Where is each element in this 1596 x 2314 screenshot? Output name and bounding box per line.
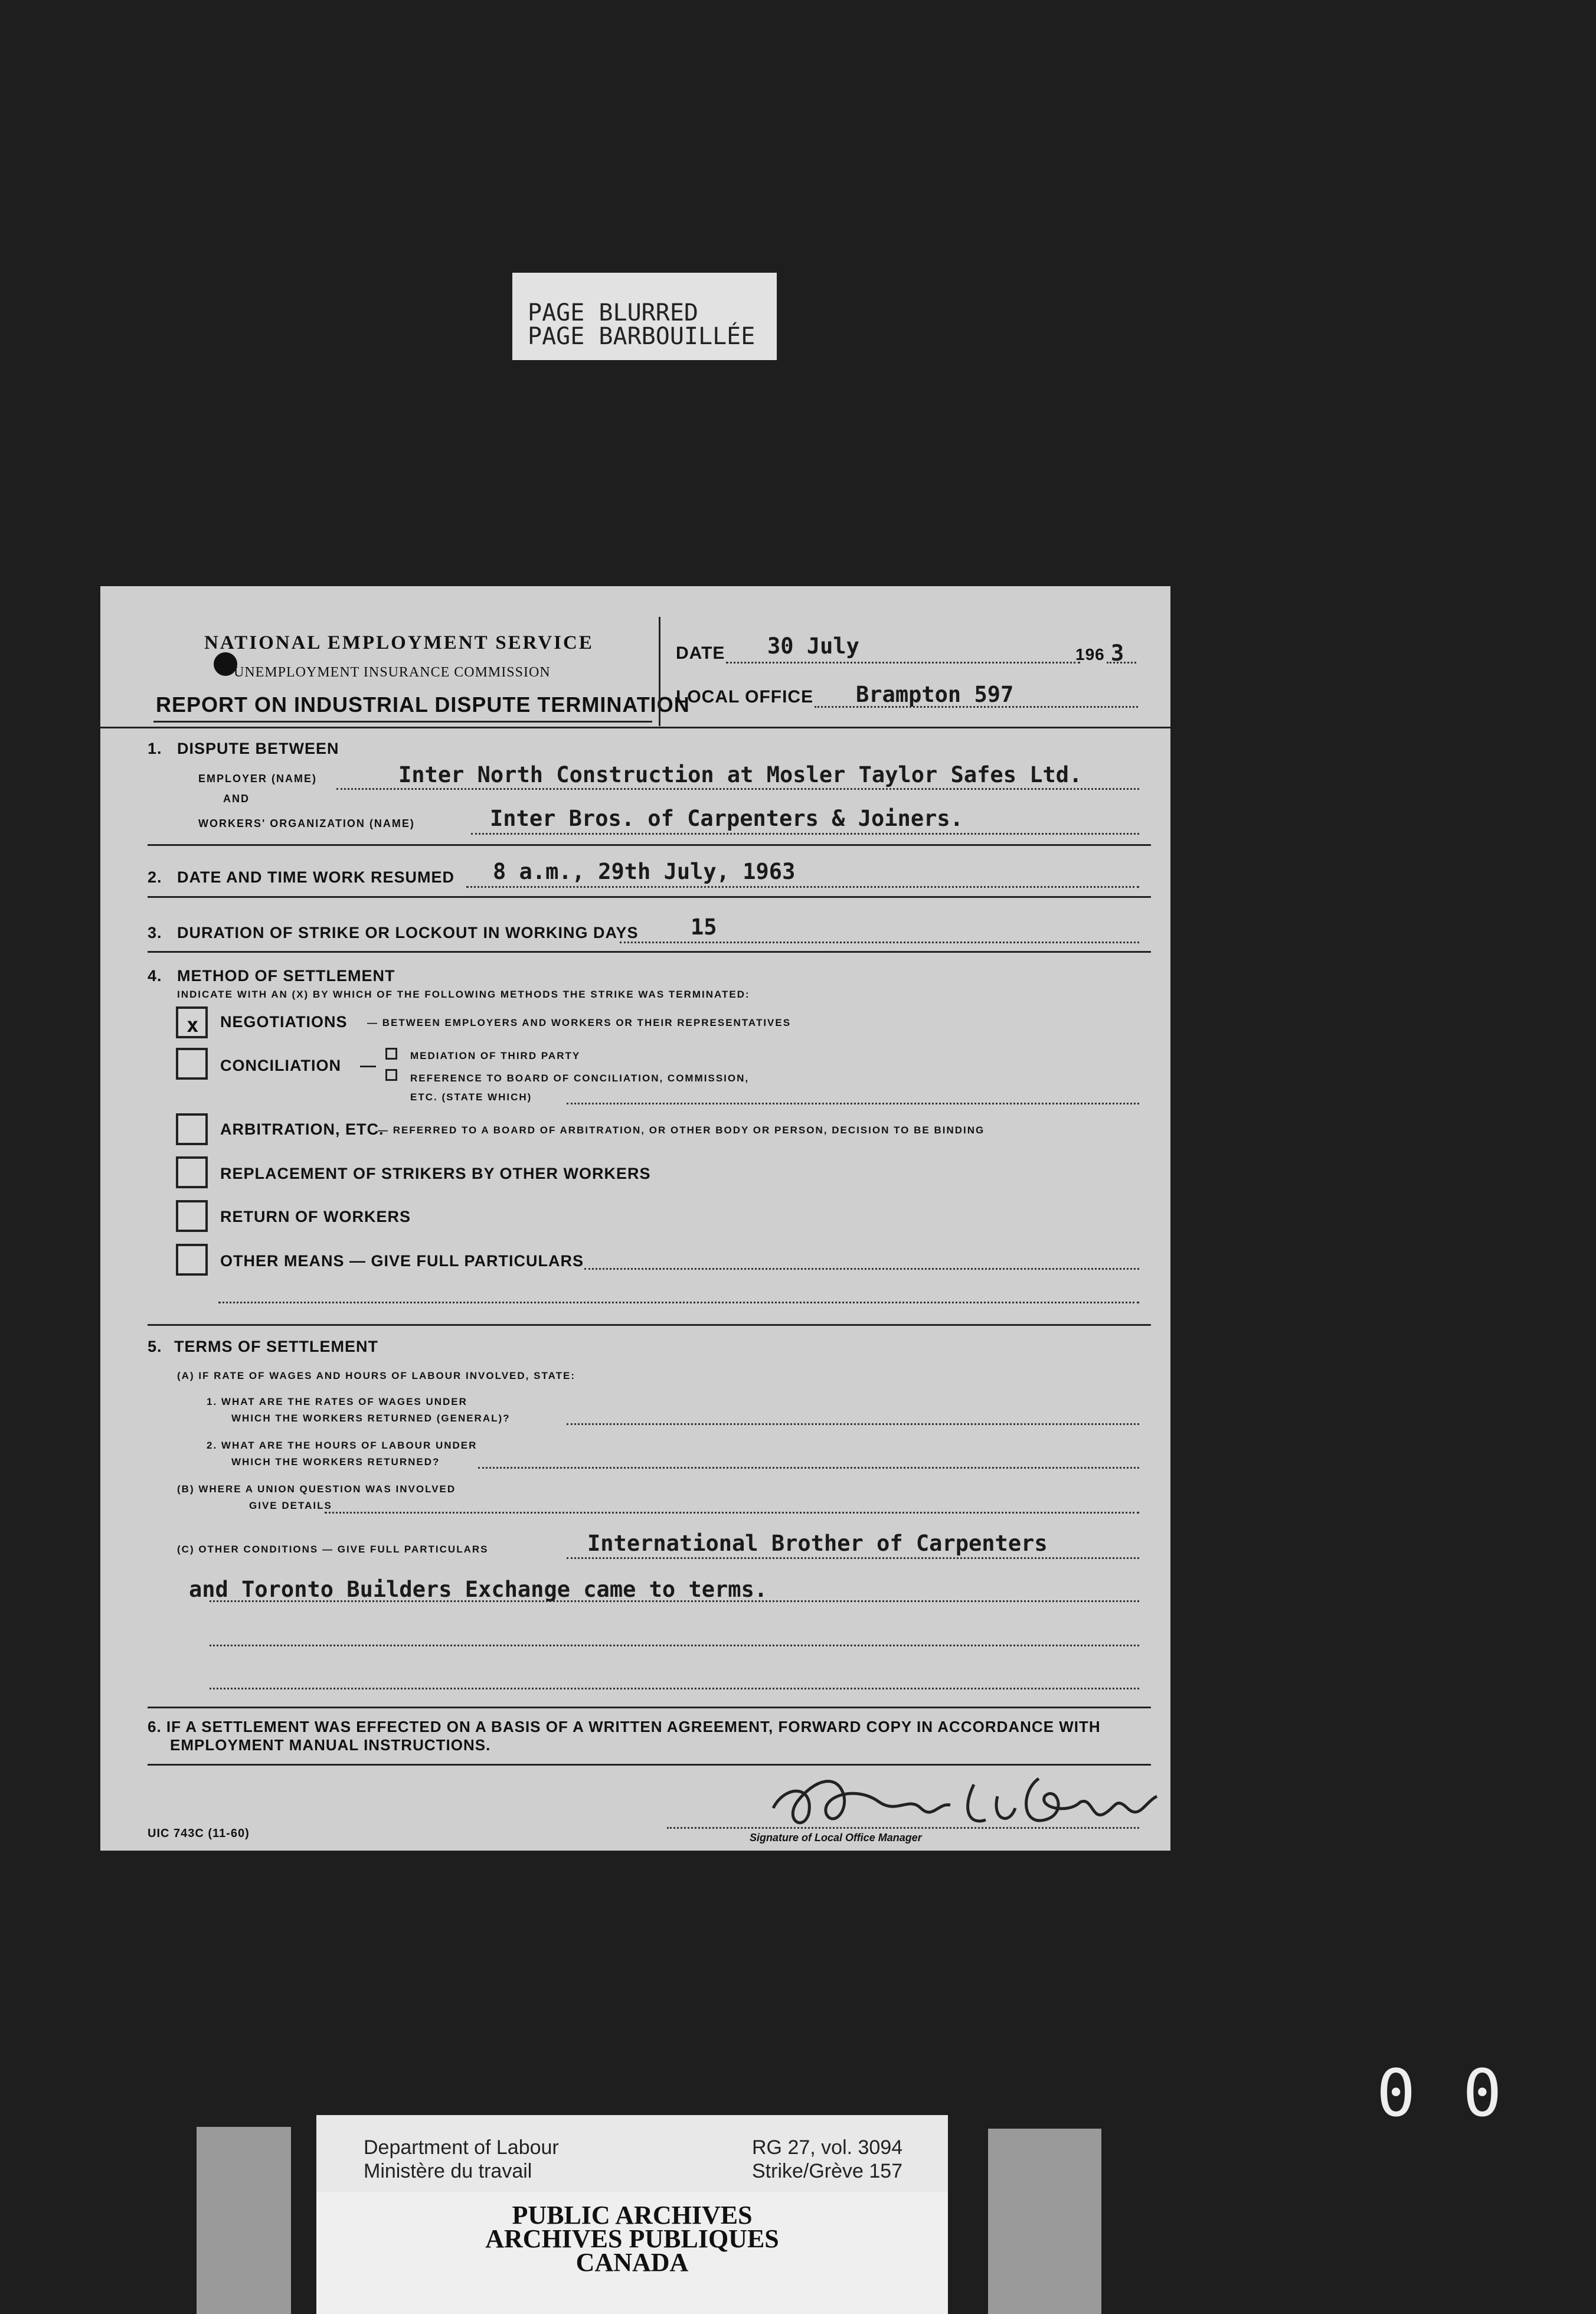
dispute-termination-form [100, 586, 1170, 1851]
dept-en: Department of Labour [364, 2136, 559, 2159]
s4-number: 4. [148, 967, 162, 985]
local-office-value: Brampton 597 [856, 682, 1014, 707]
s5a1-label-line2: WHICH THE WORKERS RETURNED (GENERAL)? [231, 1413, 511, 1424]
archives-fr: ARCHIVES PUBLIQUES [485, 2224, 779, 2253]
s6-line2: EMPLOYMENT MANUAL INSTRUCTIONS. [170, 1736, 491, 1754]
s3-title: DURATION OF STRIKE OR LOCKOUT IN WORKING DAYS [177, 924, 639, 942]
form-title: REPORT ON INDUSTRIAL DISPUTE TERMINATION [156, 692, 690, 717]
workers-org-value: Inter Bros. of Carpenters & Joiners. [490, 806, 963, 831]
work-resumed-value: 8 a.m., 29th July, 1963 [493, 859, 796, 884]
mediation-label: MEDIATION OF THIRD PARTY [410, 1050, 581, 1061]
duration-value: 15 [691, 914, 717, 940]
s6-line1: 6. IF A SETTLEMENT WAS EFFECTED ON A BASIS OF A WRITTEN AGREEMENT, FORWARD COPY IN ACCORDANCE WITH [148, 1718, 1101, 1736]
archives-en: PUBLIC ARCHIVES [512, 2201, 753, 2230]
s5b-label-line1: (B) WHERE A UNION QUESTION WAS INVOLVED [177, 1483, 456, 1495]
page-blurred-label [512, 273, 777, 360]
workers-org-label: WORKERS' ORGANIZATION (NAME) [198, 818, 415, 829]
s1-title: DISPUTE BETWEEN [177, 740, 339, 757]
agency-name: NATIONAL EMPLOYMENT SERVICE [204, 632, 594, 653]
other-means-checkbox[interactable] [176, 1244, 208, 1276]
signature-label: Signature of Local Office Manager [750, 1832, 922, 1844]
arbitration-checkbox[interactable] [176, 1113, 208, 1145]
year-suffix: 3 [1111, 640, 1124, 666]
arbitration-label: ARBITRATION, ETC. [220, 1120, 384, 1138]
s5-title: TERMS OF SETTLEMENT [174, 1338, 378, 1355]
conciliation-label: CONCILIATION [220, 1057, 341, 1074]
archives-country: CANADA [575, 2248, 689, 2277]
year-prefix: 196 [1075, 645, 1105, 664]
date-value: 30 July [767, 633, 859, 659]
frame-number: 00 [1376, 2055, 1549, 2131]
s5a2-label-line2: WHICH THE WORKERS RETURNED? [231, 1456, 440, 1468]
s4-title: METHOD OF SETTLEMENT [177, 967, 395, 985]
s5a-label: (A) IF RATE OF WAGES AND HOURS OF LABOUR INVOLVED, STATE: [177, 1370, 575, 1381]
replacement-checkbox[interactable] [176, 1156, 208, 1188]
mediation-checkbox[interactable] [385, 1048, 397, 1060]
s4-instruction: INDICATE WITH AN (X) BY WHICH OF THE FOLLOWING METHODS THE STRIKE WAS TERMINATED: [177, 989, 750, 1000]
other-conditions-value-1: International Brother of Carpenters [587, 1531, 1048, 1556]
s2-number: 2. [148, 868, 162, 886]
blur-label-fr: PAGE BARBOUILLÉE [528, 323, 756, 350]
reference-checkbox[interactable] [385, 1069, 397, 1081]
archives-stamp [316, 2115, 948, 2314]
negotiations-x-mark: x [187, 1014, 199, 1037]
other-conditions-value-2: and Toronto Builders Exchange came to terms. [189, 1577, 768, 1602]
employer-value: Inter North Construction at Mosler Taylor Safes Ltd. [398, 762, 1082, 787]
s5b-label-line2: GIVE DETAILS [249, 1500, 332, 1511]
s1-number: 1. [148, 740, 162, 757]
s5a2-label-line1: 2. WHAT ARE THE HOURS OF LABOUR UNDER [207, 1440, 478, 1451]
s5c-label: (C) OTHER CONDITIONS — GIVE FULL PARTICULARS [177, 1544, 489, 1555]
employer-label: EMPLOYER (NAME) [198, 773, 317, 785]
replacement-label: REPLACEMENT OF STRIKERS BY OTHER WORKERS [220, 1165, 651, 1182]
arbitration-desc: — REFERRED TO A BOARD OF ARBITRATION, OR OTHER BODY OR PERSON, DECISION TO BE BINDING [378, 1125, 985, 1136]
film-edge-right [988, 2129, 1101, 2314]
return-checkbox[interactable] [176, 1200, 208, 1232]
s5-number: 5. [148, 1338, 162, 1355]
and-label: AND [223, 793, 250, 805]
negotiations-desc: — BETWEEN EMPLOYERS AND WORKERS OR THEIR REPRESENTATIVES [367, 1017, 792, 1028]
date-label: DATE [676, 643, 725, 663]
reference-label: REFERENCE TO BOARD OF CONCILIATION, COMMISSION, [410, 1073, 750, 1084]
film-edge-left [197, 2127, 291, 2314]
record-group: RG 27, vol. 3094 [752, 2136, 903, 2159]
blur-label-en: PAGE BLURRED [528, 299, 698, 326]
conciliation-checkbox[interactable] [176, 1048, 208, 1080]
negotiations-checkbox[interactable] [176, 1006, 208, 1038]
s3-number: 3. [148, 924, 162, 942]
other-means-label: OTHER MEANS — GIVE FULL PARTICULARS [220, 1252, 584, 1270]
dept-fr: Ministère du travail [364, 2160, 532, 2182]
form-code: UIC 743C (11-60) [148, 1827, 250, 1840]
conciliation-dash: — [360, 1057, 377, 1074]
manager-signature [761, 1761, 1163, 1844]
s5a1-label-line1: 1. WHAT ARE THE RATES OF WAGES UNDER [207, 1396, 467, 1407]
negotiations-label: NEGOTIATIONS [220, 1013, 348, 1031]
local-office-label: LOCAL OFFICE [676, 687, 814, 707]
strike-number: Strike/Grève 157 [752, 2160, 903, 2182]
s2-title: DATE AND TIME WORK RESUMED [177, 868, 454, 886]
state-which-label: ETC. (STATE WHICH) [410, 1091, 532, 1103]
commission-name: UNEMPLOYMENT INSURANCE COMMISSION [234, 665, 551, 680]
return-label: RETURN OF WORKERS [220, 1208, 411, 1225]
